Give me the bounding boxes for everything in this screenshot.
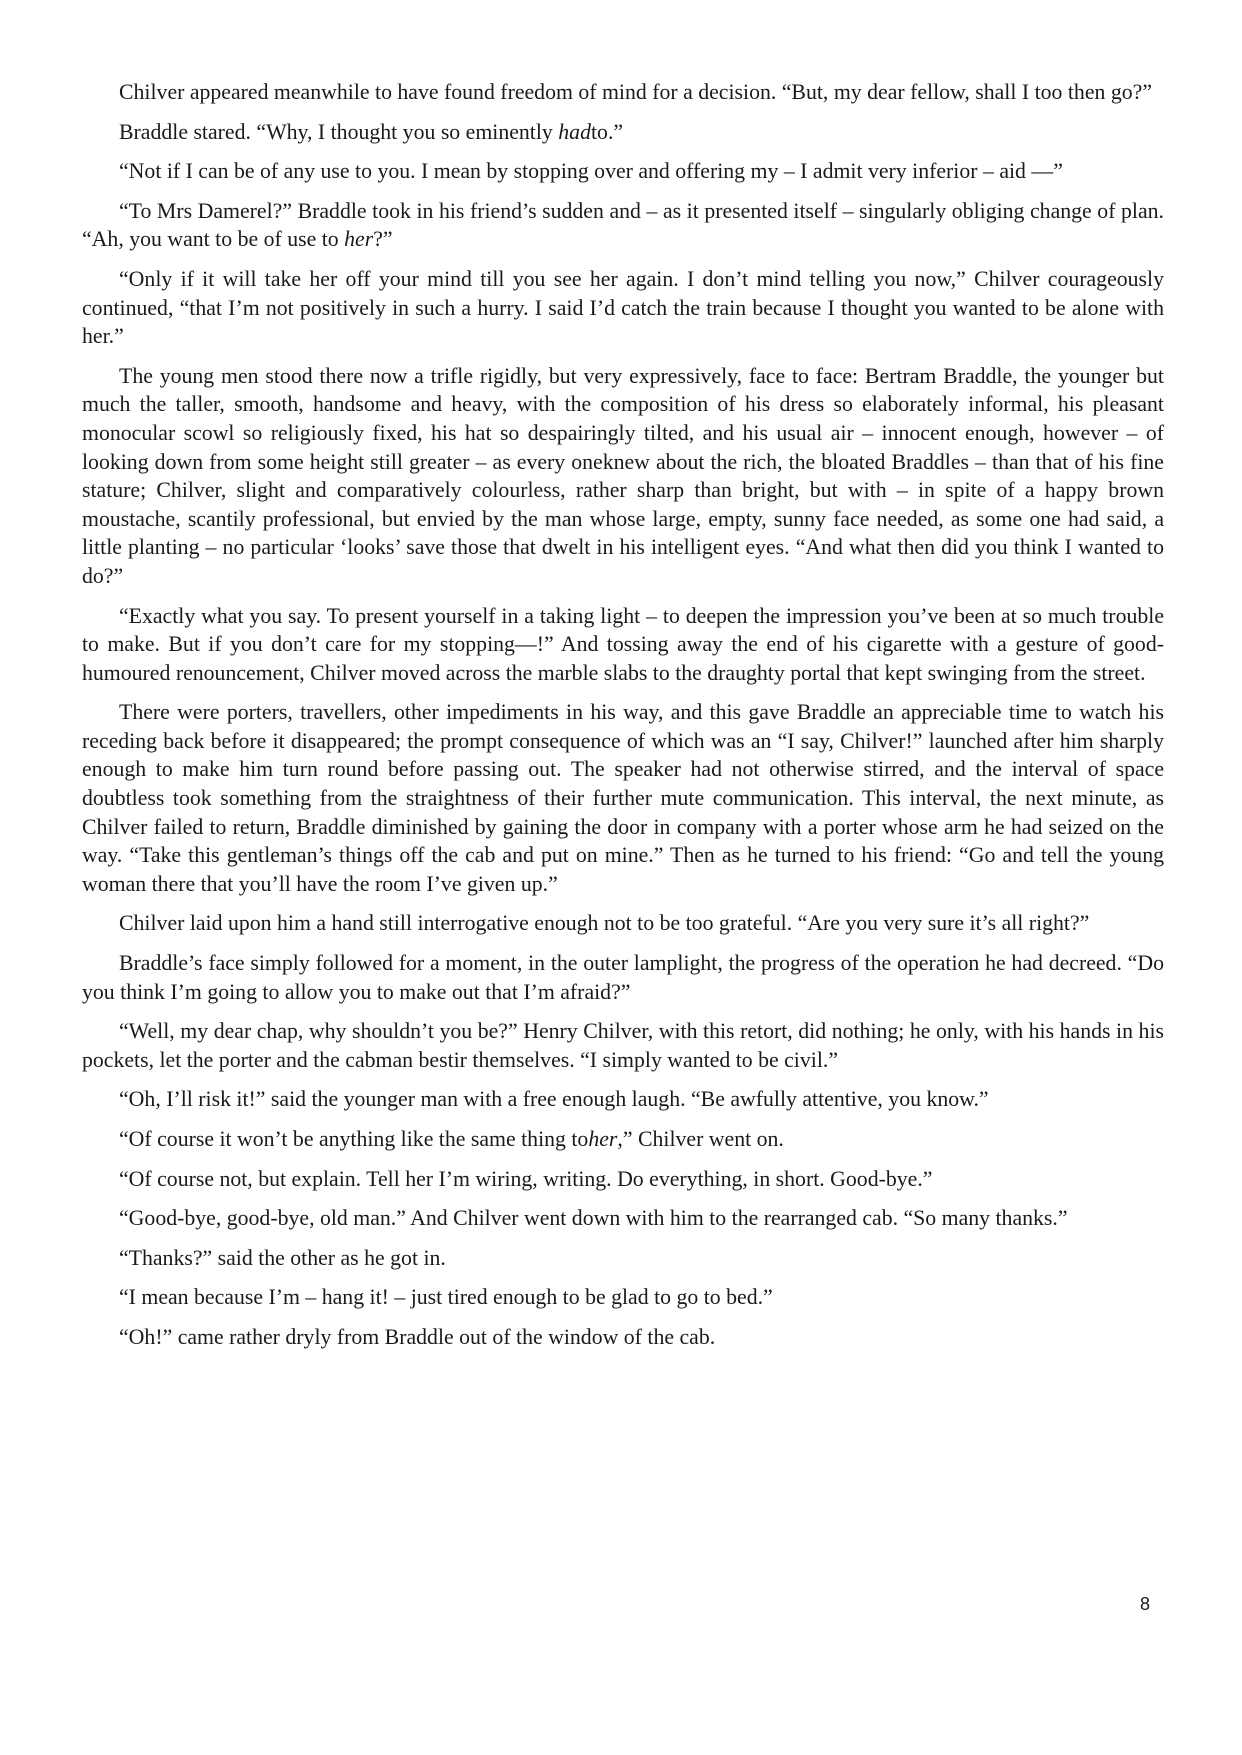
- text-run: Braddle’s face simply followed for a moment, in the outer lamplight, the progress of the operation he had decreed. “Do you think I’m going to allow you to make out that I’m afraid?”: [82, 951, 1164, 1004]
- paragraph: [82, 362, 1164, 591]
- text-run: “Of course it won’t be anything like the same thing to: [119, 1127, 589, 1151]
- paragraph: [82, 157, 1164, 186]
- paragraph: [82, 1165, 1164, 1194]
- text-run: “Of course not, but explain. Tell her I’m wiring, writing. Do everything, in short. Good-bye.”: [119, 1166, 933, 1191]
- text-run: ,” Chilver went on.: [617, 1127, 784, 1151]
- paragraph: [82, 1204, 1164, 1233]
- page-number: 8: [1140, 1594, 1151, 1614]
- paragraph: [82, 78, 1164, 107]
- paragraph: [82, 949, 1164, 1006]
- text-run: “I mean because I’m – hang it! – just tired enough to be glad to go to bed.”: [119, 1285, 773, 1310]
- paragraph: [82, 1085, 1164, 1114]
- text-run: “Oh, I’ll risk it!” said the younger man with a free enough laugh. “Be awfully attentive, you know.”: [119, 1087, 989, 1112]
- paragraph: [82, 265, 1164, 351]
- text-run: Braddle stared. “Why, I thought you so eminently: [119, 119, 559, 144]
- text-run: There were porters, travellers, other impediments in his way, and this gave Braddle an appreciable time to watch his receding back before it disappeared; the prompt consequence of which was an “I say, Chilver!” launched after him sharply enough to make him turn round before passing out. The speaker had not otherwise stirred, and the interval of space doubtless took something from the straightness of their further mute communication. This interval, the next minute, as Chilver failed to return, Braddle diminished by gaining the door in company with a porter whose arm he had seized on the way. “Take this gentleman’s things off the cab and put on mine.” Then as he turned to his friend: “Go and tell the young woman there that you’ll have the room I’ve given up.”: [82, 700, 1164, 896]
- paragraph: [82, 1125, 1164, 1154]
- italic-text: had: [558, 119, 591, 144]
- text-run: “Exactly what you say. To present yourself in a taking light – to deepen the impression you’ve been at so much trouble to make. But if you don’t care for my stopping—!” And tossing away the end of his cigarette with a gesture of good-humoured renouncement, Chilver moved across the marble slabs to the draughty portal that kept swinging from the street.: [82, 603, 1164, 685]
- paragraph: [82, 1244, 1164, 1273]
- italic-text: her: [344, 227, 374, 252]
- paragraph: [82, 909, 1164, 938]
- text-run: “Good-bye, good-bye, old man.” And Chilver went down with him to the rearranged cab. “So many thanks.”: [119, 1206, 1068, 1231]
- paragraph: [82, 1323, 1164, 1352]
- text-run: The young men stood there now a trifle rigidly, but very expressively, face to face: Bertram Braddle, the younger but much the taller, smooth, handsome and heavy, with the composition of his dress so elaborately informal, his pleasant monocular scowl so religiously fixed, his hat so despairingly tilted, and his usual air – innocent enough, however – of looking down from some height still greater – as every oneknew about the rich, the bloated Braddles – than that of his fine stature; Chilver, slight and comparatively colourless, rather sharp than bright, but with – in spite of a happy brown moustache, scantily professional, but envied by the man whose large, empty, sunny face needed, as some one had said, a little planting – no particular ‘looks’ save those that dwelt in his intelligent eyes. “And what then did you think I wanted to do?”: [82, 363, 1164, 588]
- page-body: [82, 78, 1164, 1363]
- text-run: Chilver laid upon him a hand still interrogative enough not to be too grateful. “Are you very sure it’s all right?”: [119, 911, 1090, 936]
- paragraph: [82, 602, 1164, 688]
- text-run: “Well, my dear chap, why shouldn’t you be?” Henry Chilver, with this retort, did nothing; he only, with his hands in his pockets, let the porter and the cabman bestir themselves. “I simply wanted to be civil.”: [82, 1019, 1164, 1072]
- italic-text: her: [588, 1127, 618, 1151]
- paragraph: [82, 118, 1164, 147]
- text-run: “Not if I can be of any use to you. I mean by stopping over and offering my – I admit very inferior – aid —”: [119, 159, 1063, 184]
- text-run: “To Mrs Damerel?” Braddle took in his friend’s sudden and – as it presented itself – singularly obliging change of plan. “Ah, you want to be of use to: [82, 198, 1164, 252]
- text-run: to.”: [590, 119, 624, 144]
- paragraph: [82, 1017, 1164, 1074]
- text-run: “Thanks?” said the other as he got in.: [119, 1245, 446, 1270]
- text-run: “Oh!” came rather dryly from Braddle out of the window of the cab.: [119, 1324, 716, 1349]
- text-run: ?”: [373, 227, 393, 252]
- text-run: Chilver appeared meanwhile to have found freedom of mind for a decision. “But, my dear fellow, shall I too then go?”: [119, 80, 1152, 104]
- paragraph: [82, 1283, 1164, 1312]
- text-run: “Only if it will take her off your mind till you see her again. I don’t mind telling you now,” Chilver courageously continued, “that I’m not positively in such a hurry. I said I’d catch the train because I thought you wanted to be alone with her.”: [82, 266, 1164, 349]
- paragraph: [82, 698, 1164, 898]
- paragraph: [82, 197, 1164, 254]
